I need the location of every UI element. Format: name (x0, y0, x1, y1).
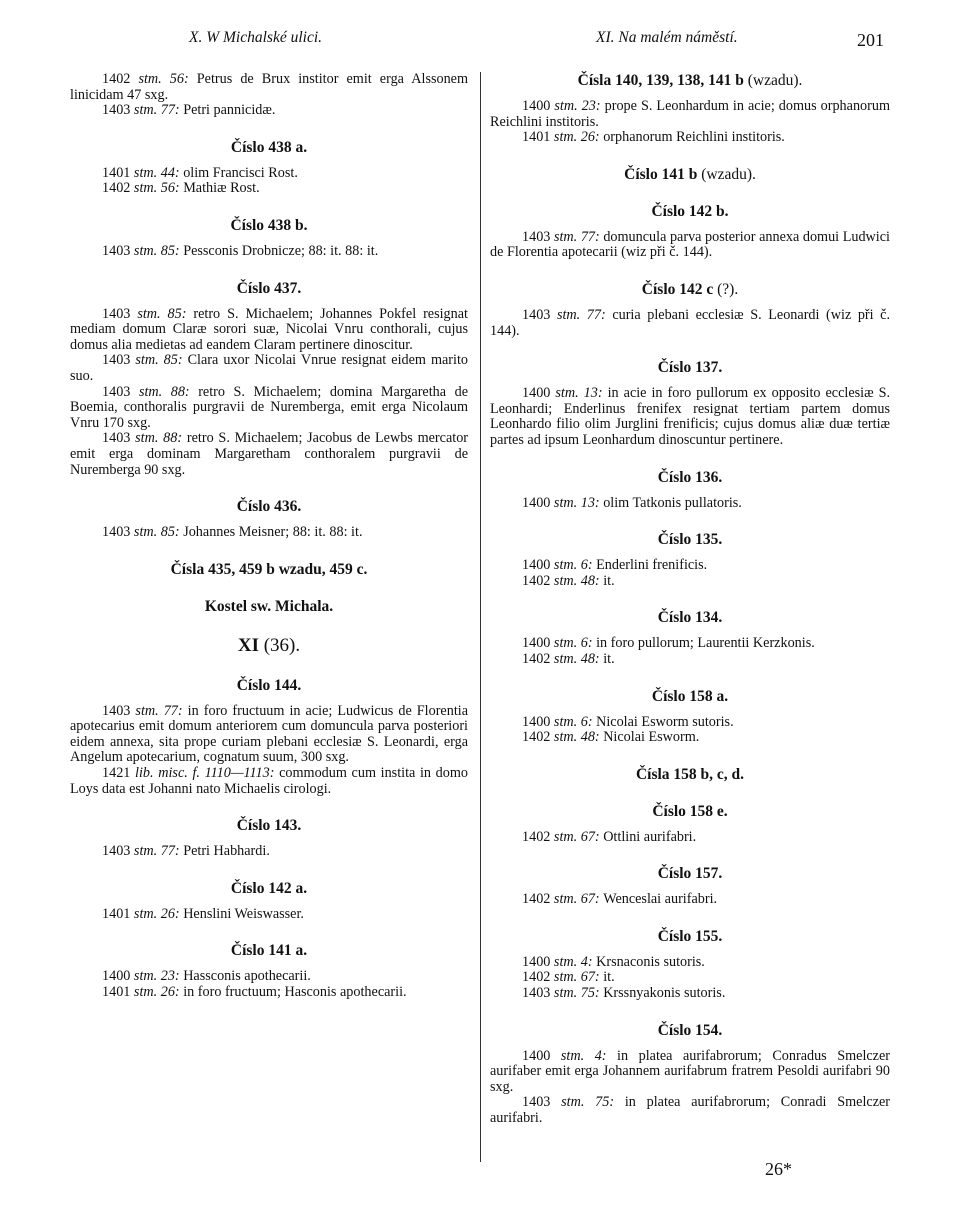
entry-source: stm. 85: (133, 242, 184, 259)
column-divider (480, 72, 481, 1162)
record-entry (70, 969, 468, 985)
record-entry (490, 230, 890, 261)
entry-source: stm. 26: (553, 129, 604, 146)
entry-year: 1403 (522, 228, 554, 245)
spacer (70, 615, 468, 625)
spacer (70, 478, 468, 498)
entry-heading (490, 469, 890, 486)
heading-text: Číslo 438 b. (230, 216, 308, 234)
spacer (490, 589, 890, 609)
entry-year: 1403 (102, 102, 134, 119)
entry-year: 1402 (102, 71, 139, 87)
signature-mark: 26* (765, 1159, 792, 1179)
record-entry (70, 72, 468, 103)
heading-text: Číslo 155. (657, 927, 723, 945)
spacer (490, 908, 890, 928)
entry-heading (490, 865, 890, 882)
entry-year: 1401 (102, 164, 134, 181)
heading-text: Číslo 136. (657, 468, 723, 486)
spacer (70, 625, 468, 635)
spacer (70, 860, 468, 880)
entry-source: stm. 75: (553, 985, 604, 1002)
entry-year: 1402 (522, 572, 554, 589)
record-entry (490, 496, 890, 512)
entry-year: 1402 (522, 891, 554, 908)
heading-text: Číslo 137. (657, 359, 723, 377)
entry-text: Krssnyakonis sutoris. (603, 985, 726, 1002)
entry-source: stm. 48: (553, 572, 604, 589)
running-header-left: X. W Michalské ulici. (189, 29, 322, 46)
entry-text: domuncula parva posterior annexa domui Ludwici de Florentia apotecarii (wiz při č. 144). (490, 228, 890, 261)
record-entry (490, 308, 890, 339)
entry-text: in foro pullorum; Laurentii Kerzkonis. (596, 635, 815, 652)
heading-text: Číslo 141 a. (230, 942, 308, 960)
spacer (490, 793, 890, 803)
record-entry (490, 715, 890, 731)
spacer (490, 783, 890, 793)
entry-year: 1401 (102, 905, 134, 922)
spacer (490, 183, 890, 193)
entry-heading (490, 359, 890, 376)
entry-text: curia plebani ecclesiæ S. Leonardi (wiz při č. 144). (490, 306, 891, 339)
spacer (70, 667, 468, 677)
entry-source: stm. 4: (560, 1047, 618, 1064)
heading-suffix: (wzadu). (743, 72, 803, 89)
heading-text: Číslo 157. (657, 865, 723, 883)
entry-year: 1402 (522, 969, 554, 986)
entry-source: stm. 26: (133, 984, 184, 1001)
entry-year: 1403 (102, 430, 136, 447)
entry-heading (70, 677, 468, 694)
record-entry (70, 704, 468, 766)
entry-heading (490, 1022, 890, 1039)
entry-text: orphanorum Reichlini institoris. (603, 129, 785, 146)
entry-source: stm. 67: (553, 828, 604, 845)
spacer (490, 449, 890, 469)
entry-heading (490, 609, 890, 626)
record-entry (70, 844, 468, 860)
entry-text: commodum cum instita in domo Loys data est Johanni nato Michaelis cirologi. (70, 765, 468, 797)
entry-year: 1403 (102, 242, 134, 259)
entry-heading (490, 803, 890, 820)
heading-text: Číslo 141 b (624, 165, 698, 183)
entry-year: 1402 (522, 828, 554, 845)
entry-year: 1400 (522, 385, 556, 402)
running-header-right: XI. Na malém náměstí. (596, 29, 738, 46)
entry-year: 1403 (102, 702, 136, 719)
record-entry (490, 130, 890, 146)
record-entry (490, 386, 890, 448)
heading-suffix: (wzadu). (697, 165, 756, 183)
record-entry (490, 1095, 890, 1126)
entry-year: 1402 (102, 180, 134, 197)
entry-text: in foro fructuum in acie; Ludwicus de Florentia apotecarius emit domum anteriorem cum domuncula parva posteriori eidem annexa, sita prope curiam plebani ecclesiæ S. Leonardi, erga Angelum apotecarium, cognatum suum, 300 sxg. (70, 702, 468, 766)
record-entry (70, 766, 468, 797)
entry-source: stm. 77: (133, 102, 184, 119)
entry-year: 1400 (522, 494, 554, 511)
entry-source: stm. 23: (133, 968, 184, 985)
heading-text: Číslo 142 c (641, 280, 714, 298)
entry-source: stm. 23: (554, 98, 605, 114)
entry-year: 1403 (522, 306, 557, 323)
entry-year: 1403 (522, 1094, 562, 1111)
entry-source: stm. 88: (135, 430, 187, 447)
left-column (70, 72, 468, 1001)
record-entry (70, 985, 468, 1001)
entry-text: Clara uxor Nicolai Vnrue resignat eidem marito suo. (70, 352, 468, 384)
heading-text: Číslo 142 a. (230, 879, 308, 897)
entry-text: Krsnaconis sutoris. (596, 953, 705, 970)
entry-source: stm. 77: (553, 228, 604, 245)
entry-source: stm. 48: (553, 729, 604, 746)
heading-text: Číslo 135. (657, 531, 723, 549)
heading-text: Číslo 142 b. (651, 202, 729, 220)
entry-year: 1402 (522, 650, 554, 667)
heading-text: Číslo 134. (657, 609, 723, 627)
entry-heading (490, 72, 890, 89)
record-entry (490, 652, 890, 668)
record-entry (490, 830, 890, 846)
entry-source: stm. 85: (137, 305, 194, 322)
entry-text: Henslini Weiswasser. (183, 905, 304, 922)
entry-text: Nicolai Esworm. (603, 729, 700, 746)
entry-year: 1402 (522, 729, 554, 746)
spacer (490, 1002, 890, 1022)
record-entry (490, 1049, 890, 1096)
spacer (490, 339, 890, 359)
entry-year: 1400 (522, 953, 554, 970)
entry-text: it. (603, 572, 615, 589)
spacer (490, 261, 890, 281)
entry-text: in acie in foro pullorum ex opposito ecclesiæ S. Leonhardi; Enderlinus frenifex resignat tertiam partem domus Leonhardo filio olim Jurglini frenificis; cujus domus aliæ duæ tertiæ partes ad ipsum Leonhardum dinoscuntur pertinere. (490, 385, 891, 448)
entry-text: Nicolai Esworm sutoris. (596, 713, 734, 730)
entry-year: 1403 (102, 843, 134, 860)
entry-source: stm. 77: (133, 843, 184, 860)
entry-source: stm. 13: (555, 385, 608, 402)
entry-text: it. (603, 650, 615, 667)
entry-heading (70, 598, 468, 615)
record-entry (490, 636, 890, 652)
spacer (70, 260, 468, 280)
heading-text: Čísla 158 b, c, d. (635, 765, 745, 783)
record-entry (70, 385, 468, 432)
entry-source: stm. 56: (138, 71, 197, 87)
heading-text: Kostel sw. Michala. (204, 597, 334, 615)
entry-heading (490, 766, 890, 783)
entry-year: 1400 (522, 98, 555, 114)
entry-source: stm. 67: (553, 969, 604, 986)
entry-year: 1403 (102, 305, 138, 322)
entry-text: olim Tatkonis pullatoris. (603, 494, 742, 511)
heading-text: Číslo 144. (236, 676, 302, 694)
record-entry (70, 353, 468, 384)
record-entry (490, 970, 890, 986)
page-number: 201 (857, 30, 884, 50)
heading-text: Číslo 154. (657, 1021, 723, 1039)
entry-year: 1400 (522, 635, 554, 652)
entry-text: it. (603, 969, 615, 986)
record-entry (490, 99, 890, 130)
spacer (70, 588, 468, 598)
entry-year: 1403 (102, 383, 139, 400)
record-entry (70, 907, 468, 923)
entry-heading (70, 139, 468, 156)
record-entry (70, 431, 468, 478)
entry-text: retro S. Michaelem; domina Margaretha de Boemia, conthoralis purgravii de Nuremberga, emit erga Nicolaum Vnru 170 sxg. (70, 383, 468, 431)
record-entry (70, 307, 468, 354)
entry-source: lib. misc. f. 1110—1113: (135, 765, 280, 782)
entry-heading (490, 928, 890, 945)
entry-heading (490, 281, 890, 298)
record-entry (70, 181, 468, 197)
entry-text: Hassconis apothecarii. (183, 968, 311, 985)
heading-text: XI (237, 634, 259, 656)
entry-source: stm. 6: (553, 713, 597, 730)
entry-text: Johannes Meisner; 88: it. 88: it. (183, 524, 363, 541)
spacer (490, 668, 890, 688)
heading-text: Číslo 436. (236, 498, 302, 516)
entry-source: stm. 6: (553, 635, 597, 652)
entry-source: stm. 85: (135, 352, 188, 369)
heading-text: Číslo 158 a. (651, 687, 729, 705)
entry-source: stm. 4: (553, 953, 597, 970)
entry-source: stm. 67: (553, 891, 604, 908)
entry-year: 1421 (102, 765, 136, 782)
spacer (70, 119, 468, 139)
entry-source: stm. 56: (133, 180, 184, 197)
spacer (490, 146, 890, 166)
heading-text: Čísla 140, 139, 138, 141 b (577, 72, 744, 89)
record-entry (70, 525, 468, 541)
entry-text: in platea aurifabrorum; Conradi Smelczer aurifabri. (490, 1094, 891, 1127)
entry-source: stm. 48: (553, 650, 604, 667)
heading-text: Číslo 158 e. (652, 802, 728, 820)
entry-text: retro S. Michaelem; Jacobus de Lewbs mercator emit erga dominam Margaretham conthoralem purgravii de Nuremberga 90 sxg. (70, 430, 469, 478)
spacer (70, 197, 468, 217)
entry-year: 1401 (102, 984, 134, 1001)
entry-heading (70, 880, 468, 897)
entry-heading (70, 942, 468, 959)
entry-year: 1400 (522, 557, 554, 574)
spacer (490, 511, 890, 531)
entry-source: stm. 26: (133, 905, 184, 922)
entry-text: Petrus de Brux institor emit erga Alssonem linicidam 47 sxg. (70, 71, 469, 103)
spacer (490, 845, 890, 865)
entry-heading (70, 217, 468, 234)
entry-year: 1401 (522, 129, 554, 146)
entry-text: Mathiæ Rost. (183, 180, 260, 197)
entry-source: stm. 13: (553, 494, 604, 511)
entry-text: Petri pannicidæ. (183, 102, 276, 119)
entry-text: Petri Habhardi. (183, 843, 270, 860)
entry-year: 1400 (522, 713, 554, 730)
entry-year: 1403 (102, 524, 134, 541)
heading-text: Čísla 435, 459 b wzadu, 459 c. (170, 560, 368, 578)
record-entry (490, 986, 890, 1002)
spacer (490, 193, 890, 203)
entry-year: 1400 (522, 1047, 561, 1064)
entry-source: stm. 75: (561, 1094, 625, 1111)
entry-text: in platea aurifabrorum; Conradus Smelczer aurifaber emit erga Johannem aurifabrum fratrem Pesoldi aurifabri 90 sxg. (490, 1047, 891, 1095)
heading-text: Číslo 437. (236, 279, 302, 297)
record-entry (70, 166, 468, 182)
entry-source: stm. 77: (556, 306, 613, 323)
entry-heading (70, 817, 468, 834)
heading-text: Číslo 143. (236, 817, 302, 835)
record-entry (490, 892, 890, 908)
entry-text: Pessconis Drobnicze; 88: it. 88: it. (183, 242, 379, 259)
entry-text: prope S. Leonhardum in acie; domus orphanorum Reichlini institoris. (490, 98, 890, 130)
record-entry (490, 730, 890, 746)
spacer (70, 922, 468, 942)
entry-source: stm. 44: (133, 164, 184, 181)
spacer (70, 797, 468, 817)
entry-text: in foro fructuum; Hasconis apothecarii. (183, 984, 407, 1001)
entry-text: Ottlini aurifabri. (603, 828, 697, 845)
record-entry (70, 103, 468, 119)
right-column (490, 72, 890, 1127)
entry-text: olim Francisci Rost. (183, 164, 298, 181)
entry-heading (490, 166, 890, 183)
spacer (490, 746, 890, 766)
spacer (70, 657, 468, 667)
entry-heading (70, 498, 468, 515)
heading-suffix: (36). (258, 634, 301, 656)
spacer (70, 578, 468, 588)
entry-source: stm. 77: (135, 702, 188, 719)
entry-heading (490, 203, 890, 220)
entry-text: Wenceslai aurifabri. (603, 891, 718, 908)
entry-year: 1400 (102, 968, 134, 985)
record-entry (490, 955, 890, 971)
entry-heading (490, 531, 890, 548)
record-entry (490, 574, 890, 590)
entry-year: 1403 (102, 352, 136, 369)
entry-heading (70, 561, 468, 578)
entry-source: stm. 6: (553, 557, 597, 574)
record-entry (70, 244, 468, 260)
record-entry (490, 558, 890, 574)
entry-heading (70, 280, 468, 297)
entry-text: retro S. Michaelem; Johannes Pokfel resignat mediam domum Claræ sorori suæ, Nicolai Vnru conthorali, cujus domus alia medietas ad eandem Claram pertinere dinoscitur. (70, 305, 468, 353)
entry-source: stm. 85: (133, 524, 184, 541)
entry-source: stm. 88: (138, 383, 199, 400)
entry-heading (490, 688, 890, 705)
entry-text: Enderlini frenificis. (596, 557, 708, 574)
spacer (70, 541, 468, 561)
entry-year: 1403 (522, 985, 554, 1002)
heading-suffix: (?). (713, 280, 739, 298)
heading-text: Číslo 438 a. (230, 138, 308, 156)
entry-heading (70, 635, 468, 657)
